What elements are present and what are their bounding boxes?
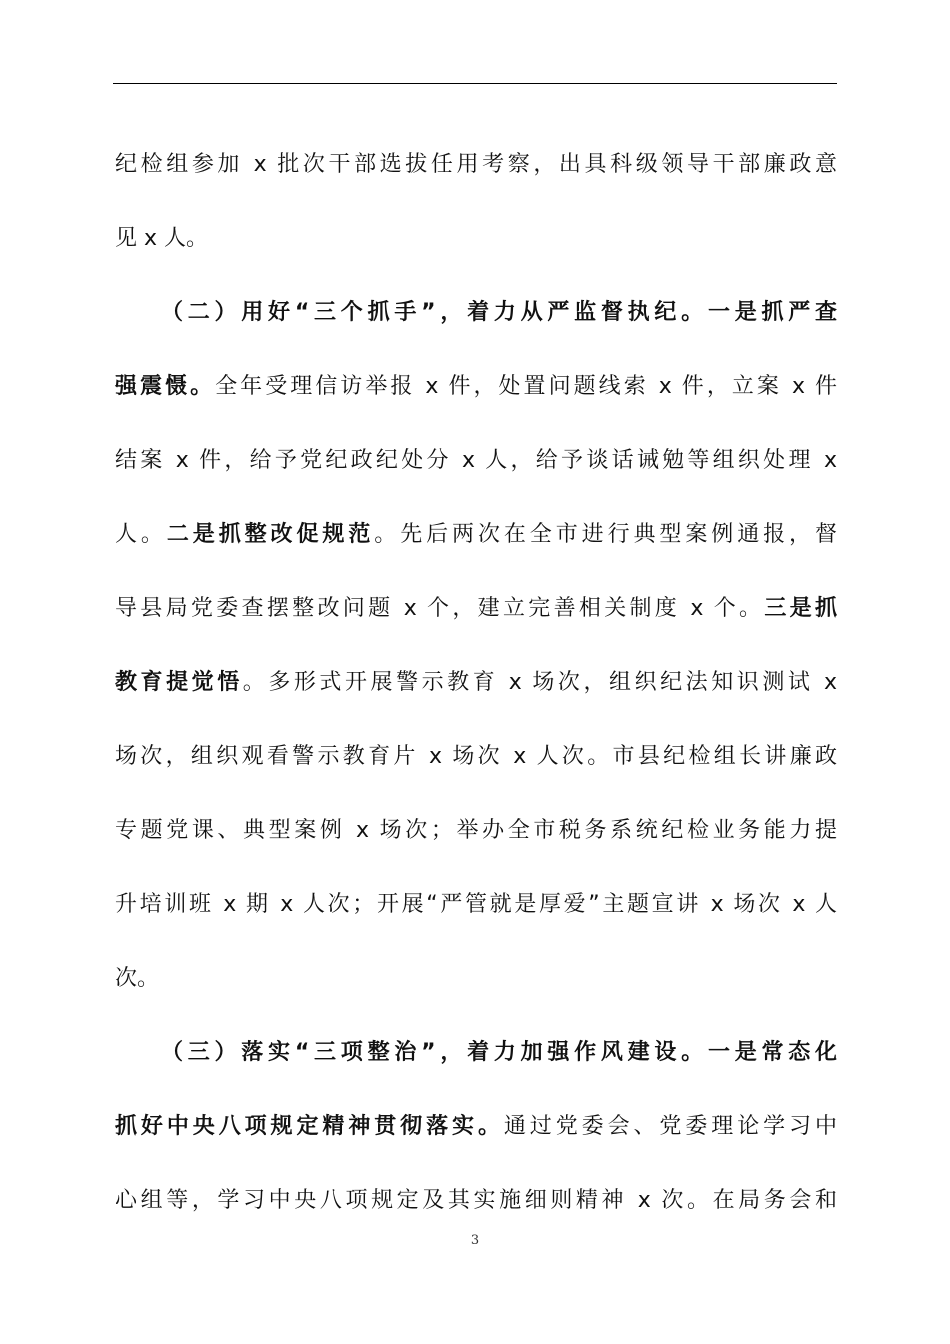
text-line-10 bbox=[115, 794, 837, 868]
text-line-1 bbox=[115, 128, 837, 202]
bold-text-segment: 抓好中央八项规定精神贯彻落实。 bbox=[115, 1114, 504, 1139]
text-segment: 专题党课、典型案例 x 场次；举办全市税务系统纪检业务能力提 bbox=[115, 818, 837, 843]
text-line-4 bbox=[115, 350, 837, 424]
text-segment: 场次，组织观看警示教育片 x 场次 x 人次。市县纪检组长讲廉政 bbox=[115, 744, 837, 769]
section-heading-3 bbox=[115, 1016, 837, 1090]
bold-text-segment: （三）落实“三项整治”，着力加强作风建设。一是常态化 bbox=[161, 1040, 837, 1065]
bold-text-segment: 二是抓整改促规范 bbox=[166, 522, 375, 547]
text-segment: 心组等，学习中央八项规定及其实施细则精神 x 次。在局务会和 bbox=[115, 1188, 837, 1213]
bold-text-segment: 教育提觉悟 bbox=[115, 670, 243, 695]
bold-text-segment: 强震慑。 bbox=[115, 374, 216, 399]
text-segment: 人。 bbox=[115, 522, 167, 547]
text-segment: 通过党委会、党委理论学习中 bbox=[503, 1114, 837, 1139]
text-segment: 。多形式开展警示教育 x 场次，组织纪法知识测试 x bbox=[242, 670, 837, 695]
text-segment: 次。 bbox=[115, 966, 160, 991]
bold-text-segment: 三是抓 bbox=[764, 596, 837, 621]
text-segment: 。先后两次在全市进行典型案例通报，督 bbox=[374, 522, 837, 547]
text-segment: 升培训班 x 期 x 人次；开展“严管就是厚爱”主题宣讲 x 场次 x 人 bbox=[115, 892, 837, 917]
section-heading-2 bbox=[115, 276, 837, 350]
text-line-11 bbox=[115, 868, 837, 942]
text-line-5 bbox=[115, 424, 837, 498]
text-line-15 bbox=[115, 1164, 837, 1238]
text-segment: 结案 x 件，给予党纪政纪处分 x 人，给予谈话诫勉等组织处理 x bbox=[115, 448, 837, 473]
text-segment: 导县局党委查摆整改问题 x 个，建立完善相关制度 x 个。 bbox=[115, 596, 765, 621]
document-body bbox=[115, 128, 837, 1238]
text-segment: 纪检组参加 x 批次干部选拔任用考察，出具科级领导干部廉政意 bbox=[115, 152, 837, 177]
text-segment: 全年受理信访举报 x 件，处置问题线索 x 件，立案 x 件 bbox=[215, 374, 837, 399]
text-line-14 bbox=[115, 1090, 837, 1164]
text-line-2 bbox=[115, 202, 837, 276]
text-line-8 bbox=[115, 646, 837, 720]
text-line-7 bbox=[115, 572, 837, 646]
bold-text-segment: （二）用好“三个抓手”，着力从严监督执纪。一是抓严查 bbox=[161, 300, 837, 325]
header-rule bbox=[113, 83, 837, 84]
text-segment: 见 x 人。 bbox=[115, 226, 209, 251]
text-line-9 bbox=[115, 720, 837, 794]
page-number: 3 bbox=[470, 1233, 480, 1248]
text-line-6 bbox=[115, 498, 837, 572]
text-line-12 bbox=[115, 942, 837, 1016]
